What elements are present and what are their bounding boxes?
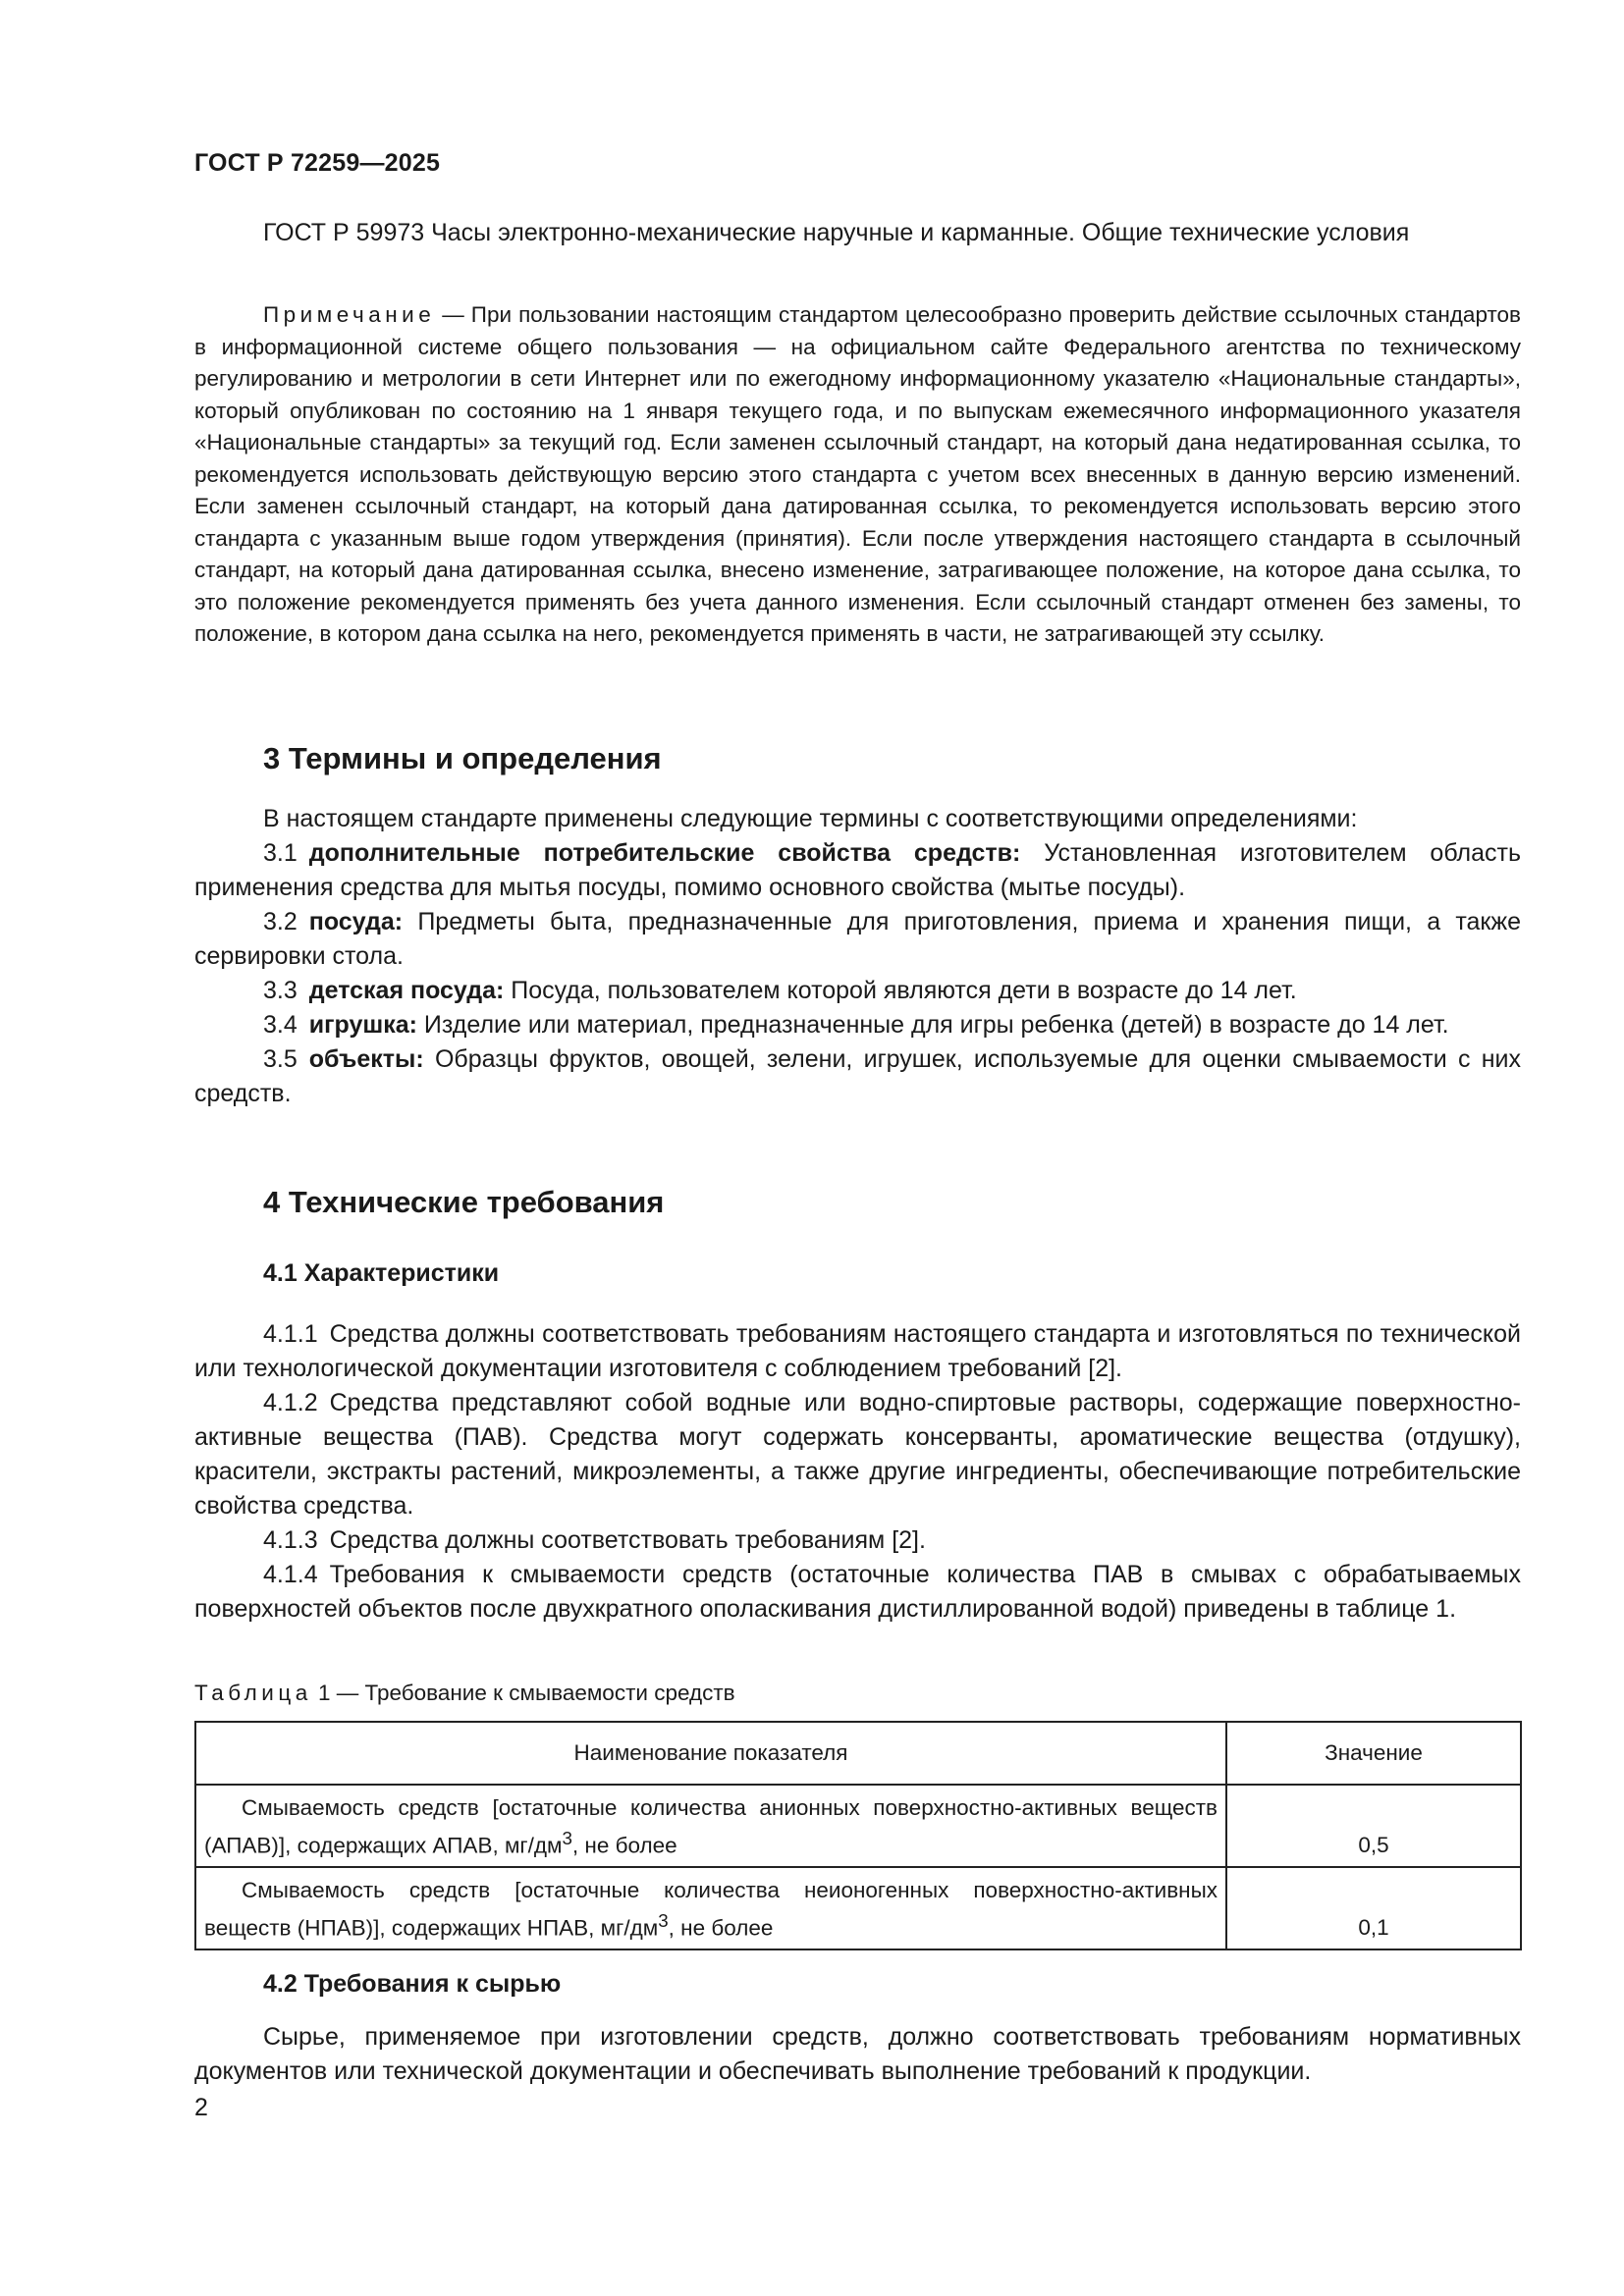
section-3-intro: В настоящем стандарте применены следующие термины с соответствующими определениями:: [263, 805, 1358, 832]
section-4-title: 4 Технические требования: [263, 1185, 665, 1219]
term-3-3: 3.3 детская посуда: Посуда, пользователем которой являются дети в возрасте до 14 лет.: [263, 977, 1297, 1004]
clause-4-1-1: 4.1.1 Средства должны соответствовать требованиям настоящего стандарта и изготовляться по технической или технологической документации изготовителя с соблюдением требований [2].: [194, 1320, 1521, 1382]
subsection-4-2-title: 4.2 Требования к сырью: [263, 1970, 562, 1998]
table-header-value: Значение: [1226, 1722, 1521, 1785]
term-3-5: 3.5 объекты: Образцы фруктов, овощей, зелени, игрушек, используемые для оценки смываемости с них средств.: [194, 1045, 1521, 1107]
note-text: — При пользовании настоящим стандартом целесообразно проверить действие ссылочных стандартов в информационной системе общего пользования — на официальном сайте Федерального агентства по техническому регулированию и метрологии в сети Интернет или по ежегодному информационному указателю «Национальные стандарты», который опубликован по состоянию на 1 января текущего года, и по выпускам ежемесячного информационного указателя «Национальные стандарты» за текущий год. Если заменен ссылочный стандарт, на который дана недатированная ссылка, то рекомендуется использовать действующую версию этого стандарта с учетом всех внесенных в данную версию изменений. Если заменен ссылочный стандарт, на который дана датированная ссылка, то рекомендуется использовать версию этого стандарта с указанным выше годом утверждения (принятия). Если после утверждения настоящего стандарта в ссылочный стандарт, на который дана датированная ссылка, внесено изменение, затрагивающее положение, на которое дана ссылка, то это положение рекомендуется применять без учета данного изменения. Если ссылочный стандарт отменен без замены, то положение, в котором дана ссылка на него, рекомендуется применять в части, не затрагивающей эту ссылку.: [194, 302, 1521, 646]
table-header-name: Наименование показателя: [195, 1722, 1226, 1785]
clause-4-2-text: Сырье, применяемое при изготовлении средств, должно соответствовать требованиям нормативных документов или технической документации и обеспечивать выполнение требований к продукции.: [194, 2023, 1521, 2085]
note-label: Примечание: [263, 302, 436, 327]
clause-4-1-2: 4.1.2 Средства представляют собой водные или водно-спиртовые растворы, содержащие поверхностно-активные вещества (ПАВ). Средства могут содержать консерванты, ароматические вещества (отдушку), красители, экстракты растений, микроэлементы, а также другие ингредиенты, обеспечивающие потребительские свойства средства.: [194, 1389, 1521, 1520]
table-row: [195, 1785, 1521, 1867]
table-cell-name: Смываемость средств [остаточные количества неионогенных поверхностно-активных веществ (НПАВ)], содержащих НПАВ, $мг/дм^3$, не более: [195, 1867, 1226, 1949]
note-block: [194, 299, 1521, 651]
term-3-2: 3.2 посуда: Предметы быта, предназначенные для приготовления, приема и хранения пищи, а также сервировки стола.: [194, 908, 1521, 970]
section-4-1-body: [194, 1317, 1521, 1627]
table-header-row: [195, 1722, 1521, 1785]
requirements-table: [194, 1721, 1522, 1950]
clause-4-1-3: 4.1.3 Средства должны соответствовать требованиям [2].: [263, 1526, 926, 1554]
document-number-header: ГОСТ Р 72259—2025: [194, 149, 441, 177]
clause-4-1-4: 4.1.4 Требования к смываемости средств (остаточные количества ПАВ в смывах с обрабатываемых поверхностей объектов после двухкратного ополаскивания дистиллированной водой) приведены в таблице 1.: [194, 1561, 1521, 1623]
table-row: [195, 1867, 1521, 1949]
page-number: 2: [194, 2094, 208, 2121]
normative-reference-gost-59973: [194, 216, 1521, 250]
term-3-4: 3.4 игрушка: Изделие или материал, предназначенные для игры ребенка (детей) в возрасте до 14 лет.: [263, 1011, 1449, 1039]
reference-text: ГОСТ Р 59973 Часы электронно-механические наручные и карманные. Общие технические условия: [263, 219, 1410, 246]
table-1-caption: Таблица 1 — Требование к смываемости средств: [194, 1681, 735, 1705]
section-3-body: [194, 802, 1521, 1111]
term-3-1: 3.1 дополнительные потребительские свойства средств: Установленная изготовителем область применения средства для мытья посуды, помимо основного свойства (мытье посуды).: [194, 839, 1521, 901]
table-cell-value: 0,1: [1226, 1867, 1521, 1949]
table-cell-value: 0,5: [1226, 1785, 1521, 1867]
section-3-title: 3 Термины и определения: [263, 741, 662, 775]
section-4-2-body: [194, 2020, 1521, 2089]
subsection-4-1-title: 4.1 Характеристики: [263, 1259, 500, 1287]
table-cell-name: Смываемость средств [остаточные количества анионных поверхностно-активных веществ (АПАВ)], содержащих АПАВ, $мг/дм^3$, не более: [195, 1785, 1226, 1867]
